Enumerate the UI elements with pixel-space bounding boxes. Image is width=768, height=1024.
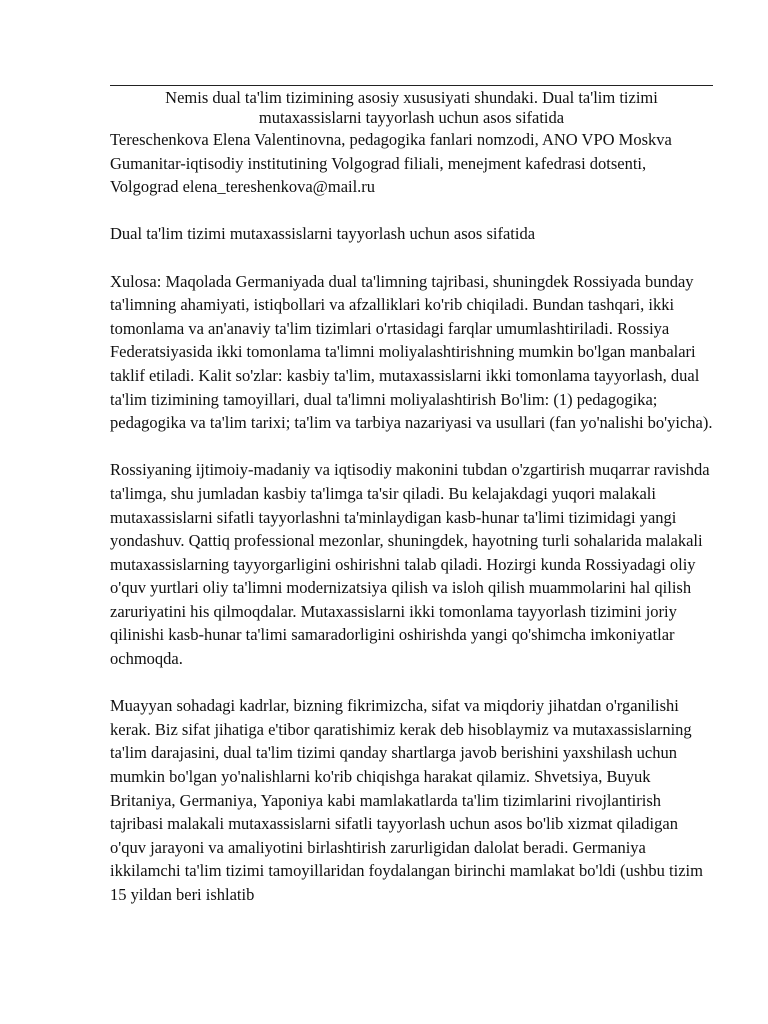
body-paragraph-2: Muayyan sohadagi kadrlar, bizning fikrimizcha, sifat va miqdoriy jihatdan o'rganilishi kerak. Biz sifat jihatiga e'tibor qaratishimiz kerak deb hisoblaymiz va mutaxassislarning ta'lim darajasini, dual ta'lim tizimi qanday shartlarga javob berishini yaxshilash uchun mumkin bo'lgan yo'nalishlarni ko'rib chiqishga harakat qilamiz. Shvetsiya, Buyuk Britaniya, Germaniya, Yaponiya kabi mamlakatlarda ta'lim tizimlarini rivojlantirish tajribasi malakali mutaxassislarni sifatli tayyorlash uchun asos bo'lib xizmat qiladigan o'quv jarayoni va amaliyotini birlashtirish zarurligidan dalolat beradi. Germaniya ikkilamchi ta'lim tizimi tamoyillaridan foydalangan birinchi mamlakat bo'ldi (ushbu tizim 15 yildan beri ishlatib — [110, 696, 703, 904]
document-subtitle: Dual ta'lim tizimi mutaxassislarni tayyorlash uchun asos sifatida — [110, 224, 536, 244]
spacer — [110, 199, 713, 223]
spacer — [110, 246, 713, 270]
abstract-paragraph: Xulosa: Maqolada Germaniyada dual ta'limning tajribasi, shuningdek Rossiyada bunday ta'limning ahamiyati, istiqbollari va afzalliklari ko'rib chiqiladi. Bundan tashqari, ikki tomonlama va an'anaviy ta'lim tizimlari o'rtasidagi farqlar umumlashtiriladi. Rossiya Federatsiyasida ikki tomonlama ta'limni moliyalashtirishning mumkin bo'lgan manbalari taklif etiladi. Kalit so'zlar: kasbiy ta'lim, mutaxassislarni ikki tomonlama tayyorlash, dual ta'lim tizimining tamoyillari, dual ta'limni moliyalashtirish Bo'lim: (1) pedagogika; pedagogika va ta'lim tarixi; ta'lim va tarbiya nazariyasi va usullari (fan yo'nalishi bo'yicha). — [110, 271, 713, 433]
top-divider — [110, 85, 713, 86]
document-body — [110, 88, 713, 907]
body-paragraph-1: Rossiyaning ijtimoiy-madaniy va iqtisodiy makonini tubdan o'zgartirish muqarrar ravishda ta'limga, shu jumladan kasbiy ta'limga ta'sir qiladi. Bu kelajakdagi yuqori malakali mutaxassislarni sifatli tayyorlashni ta'minlaydigan kasb-hunar ta'limi tizimidagi yangi yondashuv. Qattiq professional mezonlar, shuningdek, hayotning turli sohalarida malakali mutaxassislarning tayyorgarligini oshirishni talab qiladi. Hozirgi kunda Rossiyadagi oliy o'quv yurtlari oliy ta'limni modernizatsiya qilish va isloh qilish muammolarini hal qilish zaruriyatini his qilmoqdalar. Mutaxassislarni ikki tomonlama tayyorlash tizimini joriy qilinishi kasb-hunar ta'limi samaradorligini oshirishda yangi qo'shimcha imkoniyatlar ochmoqda. — [110, 460, 710, 669]
author-info: Tereschenkova Elena Valentinovna, pedagogika fanlari nomzodi, ANO VPO Moskva Gumanitar-iqtisodiy institutining Volgograd filiali, menejment kafedrasi dotsenti, Volgograd elena_tereshenkova@mail.ru — [110, 130, 672, 197]
spacer — [110, 671, 713, 695]
spacer — [110, 435, 713, 459]
document-title: Nemis dual ta'lim tizimining asosiy xususiyati shundaki. Dual ta'lim tizimi mutaxassislarni tayyorlash uchun asos sifatida — [165, 88, 658, 127]
